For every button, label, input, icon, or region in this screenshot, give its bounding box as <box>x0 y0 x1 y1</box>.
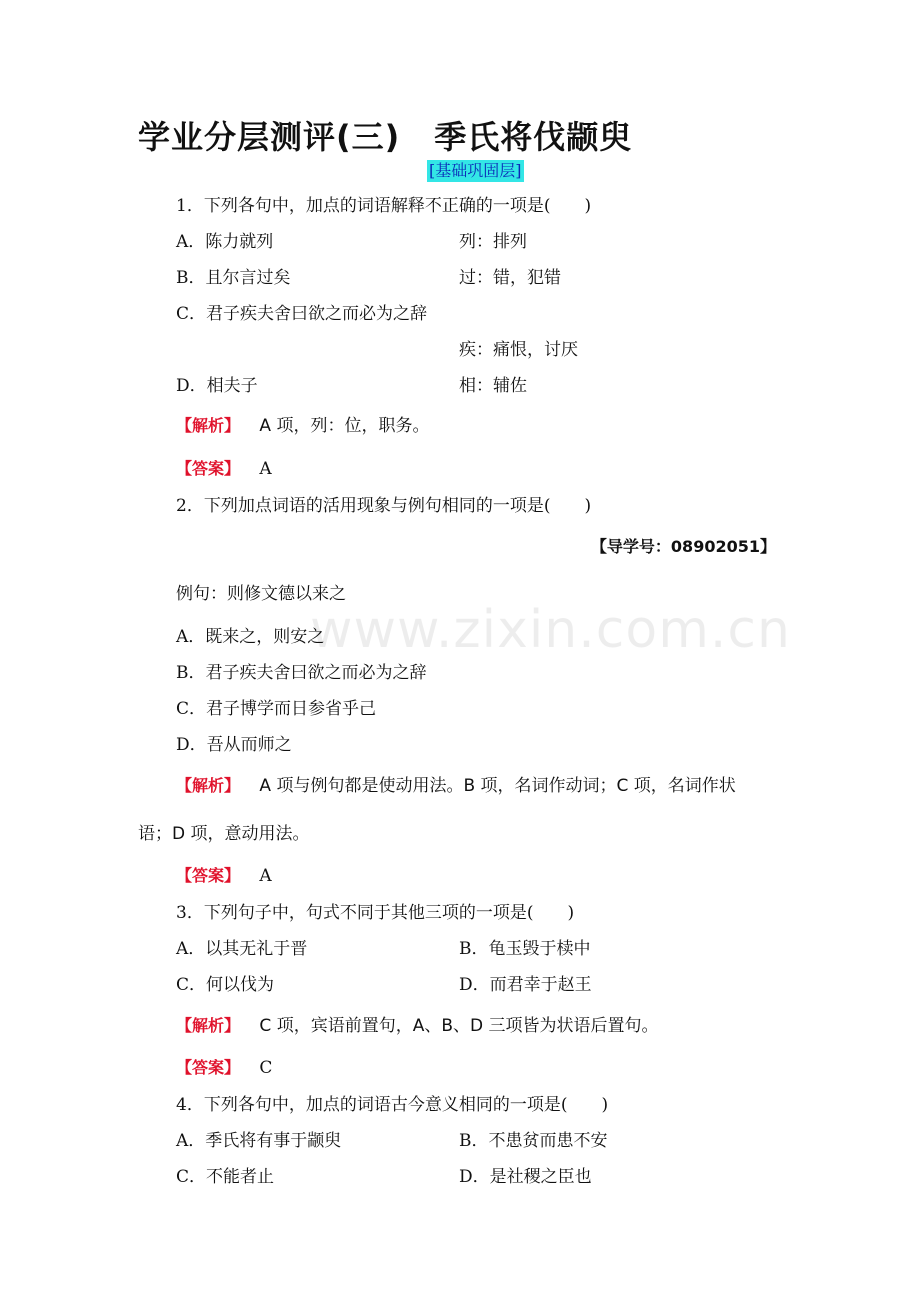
q1-option-a: A．陈力就列 <box>176 232 274 252</box>
q1-option-b: B．且尔言过矣 <box>176 268 291 288</box>
q3-answer <box>176 1056 272 1080</box>
analysis-tag: 【解析】 <box>176 416 241 435</box>
q1-stem: 1．下列各句中，加点的词语解释不正确的一项是( ) <box>176 196 592 216</box>
q1-option-c: C．君子疾夫舍曰欲之而必为之辞 <box>176 304 428 324</box>
title-sub: 季氏将伐颛臾 <box>434 118 633 156</box>
answer-text: A <box>259 866 272 886</box>
q2-answer <box>176 864 272 888</box>
q4-option-a: A．季氏将有事于颛臾 <box>176 1131 342 1151</box>
level-label: [基础巩固层] <box>429 161 522 180</box>
q1-gloss-b: 过：错，犯错 <box>459 268 561 288</box>
guide-number: 【导学号：08902051】 <box>590 537 776 556</box>
q3-option-a: A．以其无礼于晋 <box>176 939 308 959</box>
q4-option-c: C．不能者止 <box>176 1167 275 1187</box>
q3-option-d: D．而君幸于赵王 <box>459 975 592 995</box>
q2-option-d: D．吾从而师之 <box>176 735 292 755</box>
q1-gloss-c: 疾：痛恨，讨厌 <box>459 340 578 360</box>
example-text: 则修文德以来之 <box>227 584 346 604</box>
q2-analysis <box>176 774 736 798</box>
analysis-tag: 【解析】 <box>176 1016 241 1035</box>
analysis-text: A 项，列：位，职务。 <box>259 416 430 436</box>
q4-option-b: B．不患贫而患不安 <box>459 1131 608 1151</box>
answer-tag: 【答案】 <box>176 866 241 885</box>
answer-tag: 【答案】 <box>176 459 241 478</box>
q4-stem: 4．下列各句中，加点的词语古今意义相同的一项是( ) <box>176 1095 609 1115</box>
q2-option-b: B．君子疾夫舍曰欲之而必为之辞 <box>176 663 427 683</box>
q3-option-c: C．何以伐为 <box>176 975 275 995</box>
answer-tag: 【答案】 <box>176 1058 241 1077</box>
answer-text: A <box>259 459 272 479</box>
q1-gloss-a: 列：排列 <box>459 232 527 252</box>
q2-analysis-cont: 语；D 项，意动用法。 <box>138 824 310 844</box>
analysis-text: C 项，宾语前置句，A、B、D 三项皆为状语后置句。 <box>259 1016 659 1036</box>
q1-analysis <box>176 414 429 438</box>
title-main: 学业分层测评(三) <box>138 118 401 156</box>
answer-text: C <box>259 1058 273 1078</box>
q1-option-d: D．相夫子 <box>176 376 258 396</box>
q3-analysis <box>176 1014 658 1038</box>
q2-option-c: C．君子博学而日参省乎己 <box>176 699 377 719</box>
q3-option-b: B．龟玉毁于椟中 <box>459 939 591 959</box>
q1-gloss-d: 相：辅佐 <box>459 376 527 396</box>
q2-stem: 2．下列加点词语的活用现象与例句相同的一项是( ) <box>176 496 592 516</box>
q1-answer <box>176 457 272 481</box>
q3-stem: 3．下列句子中，句式不同于其他三项的一项是( ) <box>176 903 575 923</box>
q2-option-a: A．既来之，则安之 <box>176 627 325 647</box>
analysis-text: A 项与例句都是使动用法。B 项，名词作动词；C 项，名词作状 <box>259 776 736 796</box>
watermark: www.zixin.com.cn <box>310 600 791 660</box>
q4-option-d: D．是社稷之臣也 <box>459 1167 592 1187</box>
page-title <box>138 112 632 158</box>
q2-example <box>176 582 346 606</box>
analysis-tag: 【解析】 <box>176 776 241 795</box>
example-label: 例句： <box>176 584 227 604</box>
